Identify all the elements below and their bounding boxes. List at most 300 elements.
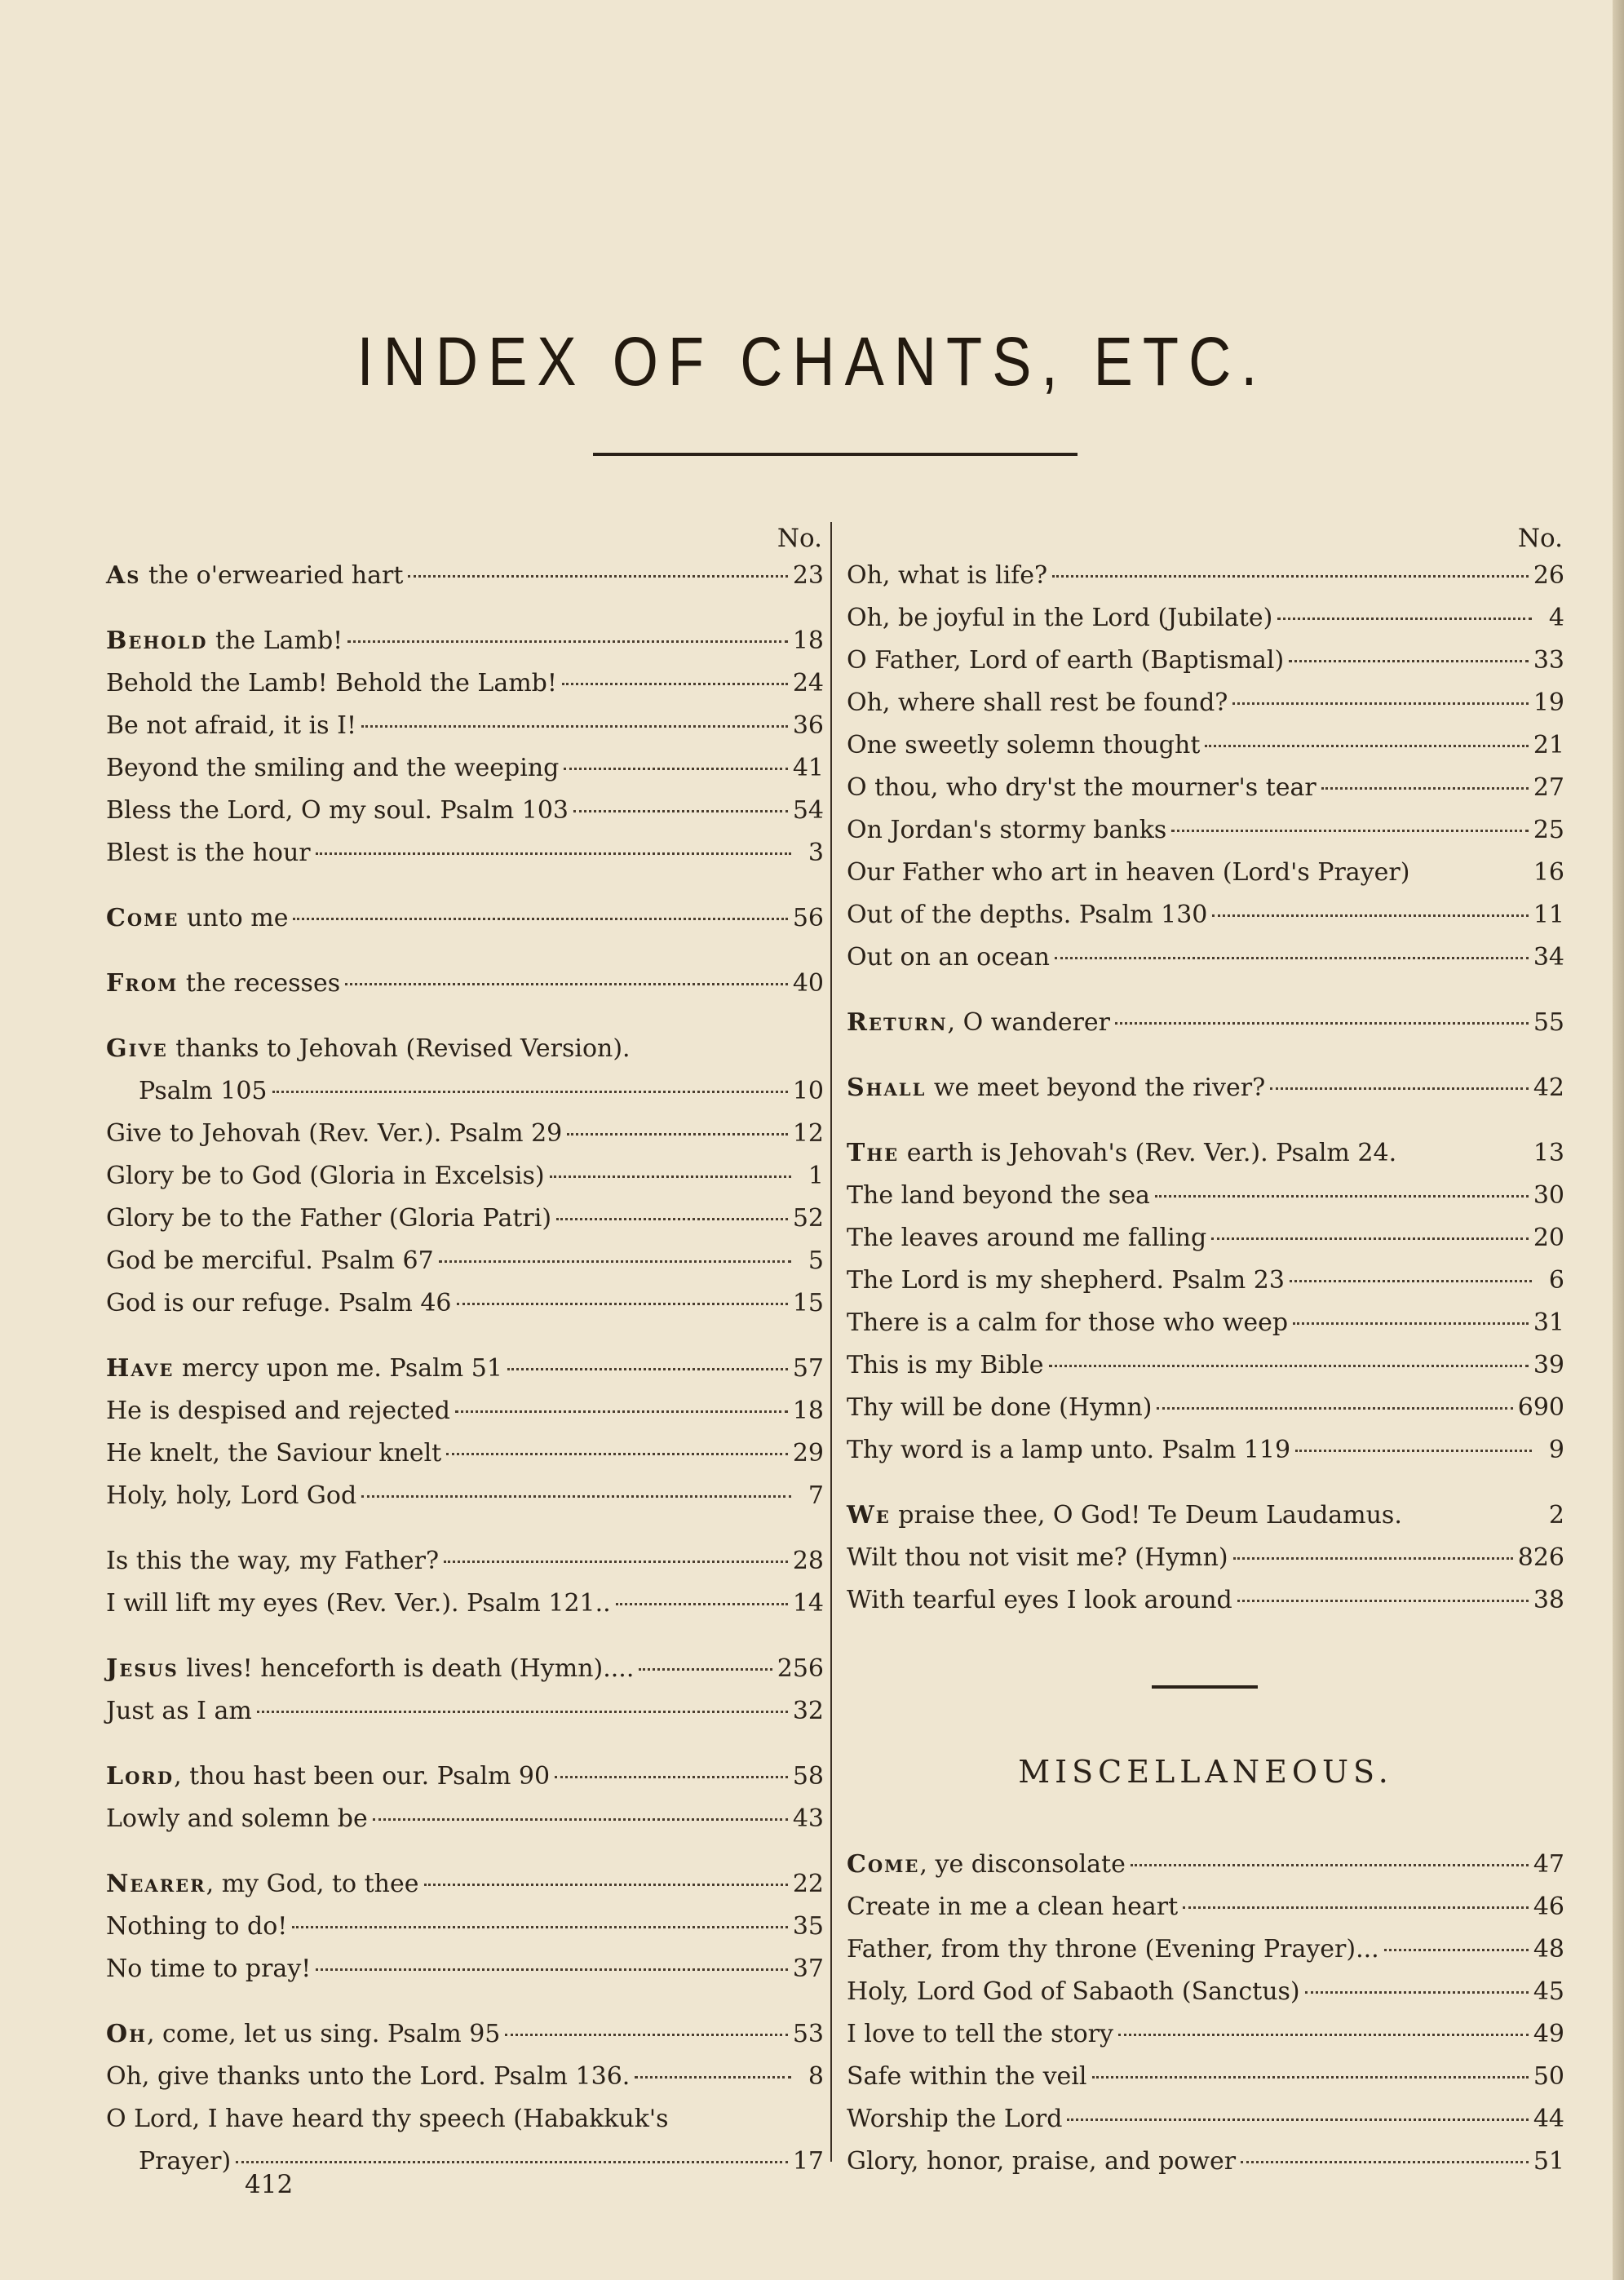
index-entry bbox=[847, 1971, 1564, 2013]
entry-lead-word: Lord bbox=[106, 1762, 175, 1791]
index-entry bbox=[106, 662, 824, 705]
page-edge bbox=[1613, 0, 1624, 2280]
entry-title bbox=[847, 1928, 1379, 1971]
index-entry bbox=[847, 1217, 1564, 1260]
entry-number: 11 bbox=[1533, 901, 1564, 929]
entry-title bbox=[847, 1844, 1126, 1886]
entry-text: , thou hast been our. Psalm 90 bbox=[174, 1762, 551, 1791]
entry-text: Lowly and solemn be bbox=[106, 1804, 368, 1833]
entry-number: 51 bbox=[1533, 2147, 1564, 2176]
entry-text: Out on an ocean bbox=[847, 943, 1050, 972]
dot-leader bbox=[316, 852, 791, 855]
index-entry bbox=[106, 2098, 824, 2141]
dot-leader bbox=[455, 1410, 788, 1413]
dot-leader bbox=[1055, 957, 1529, 959]
dot-leader bbox=[316, 1968, 787, 1971]
entry-text: Behold the Lamb! Behold the Lamb! bbox=[106, 669, 557, 697]
entry-title bbox=[106, 1475, 356, 1517]
index-entry bbox=[106, 1648, 824, 1690]
dot-leader bbox=[562, 683, 788, 685]
index-entry bbox=[847, 1260, 1564, 1302]
entry-number: 16 bbox=[1533, 858, 1564, 887]
index-entry bbox=[106, 1282, 824, 1325]
entry-number: 18 bbox=[792, 1397, 824, 1425]
entry-number: 826 bbox=[1517, 1543, 1564, 1572]
entry-title bbox=[847, 1067, 1265, 1109]
index-entry bbox=[847, 2141, 1564, 2183]
index-entry bbox=[847, 767, 1564, 809]
entry-text: He is despised and rejected bbox=[106, 1397, 450, 1425]
index-entry bbox=[847, 1387, 1564, 1429]
entry-lead-word: Give bbox=[106, 1034, 168, 1063]
index-entry bbox=[847, 809, 1564, 852]
index-entry bbox=[106, 1583, 824, 1625]
entry-title bbox=[847, 555, 1047, 597]
dot-leader bbox=[1155, 1195, 1529, 1198]
entry-number: 36 bbox=[792, 711, 824, 740]
index-entry bbox=[847, 1002, 1564, 1044]
entry-text: thanks to Jehovah (Revised Version). bbox=[167, 1034, 631, 1063]
entry-text: O thou, who dry'st the mourner's tear bbox=[847, 773, 1316, 802]
entry-title bbox=[847, 767, 1316, 809]
entry-number: 56 bbox=[792, 904, 824, 932]
entry-title bbox=[847, 1217, 1206, 1260]
dot-leader bbox=[1171, 830, 1529, 832]
misc-entries bbox=[847, 1844, 1564, 2183]
entry-title bbox=[847, 1175, 1150, 1217]
dot-leader bbox=[1289, 660, 1529, 662]
dot-leader bbox=[361, 725, 788, 728]
entry-text: Is this the way, my Father? bbox=[106, 1547, 440, 1575]
group-gap bbox=[106, 1005, 824, 1028]
index-entry bbox=[847, 1302, 1564, 1344]
dot-leader bbox=[573, 810, 788, 812]
entry-number: 6 bbox=[1548, 1266, 1564, 1295]
index-entry bbox=[847, 1494, 1564, 1537]
dot-leader bbox=[1290, 1280, 1532, 1282]
entry-text: Oh, where shall rest be found? bbox=[847, 688, 1228, 717]
entry-title bbox=[139, 2141, 231, 2183]
page-number: 412 bbox=[245, 2170, 294, 2199]
entry-lead-word: Come bbox=[847, 1850, 920, 1879]
index-entry bbox=[106, 1863, 824, 1906]
entry-number: 50 bbox=[1533, 2062, 1564, 2091]
entry-number: 28 bbox=[792, 1547, 824, 1575]
entry-lead-word: As bbox=[106, 561, 141, 590]
entry-text: , my God, to thee bbox=[206, 1870, 419, 1898]
entry-text: Glory be to God (Gloria in Excelsis) bbox=[106, 1162, 545, 1190]
dot-leader bbox=[408, 575, 787, 578]
index-entry bbox=[106, 1348, 824, 1390]
group-gap bbox=[106, 1325, 824, 1348]
index-entry bbox=[106, 705, 824, 747]
entry-text: Prayer) bbox=[139, 2147, 232, 2176]
entry-title bbox=[106, 1948, 311, 1990]
dot-leader bbox=[1131, 1864, 1529, 1866]
entry-number: 1 bbox=[808, 1162, 824, 1190]
dot-leader bbox=[1092, 2076, 1529, 2079]
entry-title bbox=[106, 2098, 669, 2141]
dot-leader bbox=[361, 1495, 791, 1498]
entry-title bbox=[847, 1132, 1396, 1175]
index-entry bbox=[106, 1690, 824, 1733]
entry-text: He knelt, the Saviour knelt bbox=[106, 1439, 442, 1468]
entry-number: 8 bbox=[808, 2062, 824, 2091]
entry-title bbox=[106, 1390, 450, 1432]
entry-number: 26 bbox=[1533, 561, 1564, 590]
entry-title bbox=[847, 1971, 1300, 2013]
entry-text: On Jordan's stormy banks bbox=[847, 816, 1167, 844]
entry-number: 20 bbox=[1533, 1224, 1564, 1252]
index-entry bbox=[847, 1579, 1564, 1622]
entry-number: 38 bbox=[1533, 1586, 1564, 1614]
entry-number: 22 bbox=[792, 1870, 824, 1898]
entry-number: 52 bbox=[792, 1204, 824, 1233]
entry-number: 42 bbox=[1533, 1074, 1564, 1102]
entry-number: 40 bbox=[792, 969, 824, 998]
entry-number: 45 bbox=[1533, 1977, 1564, 2006]
index-entry bbox=[106, 1906, 824, 1948]
entry-number: 23 bbox=[792, 561, 824, 590]
entry-title bbox=[847, 682, 1228, 724]
entry-title bbox=[106, 963, 340, 1005]
entry-title bbox=[106, 1113, 562, 1155]
left-entries bbox=[106, 555, 824, 2183]
entry-lead-word: The bbox=[847, 1139, 900, 1167]
entry-lead-word: Return bbox=[847, 1008, 948, 1037]
dot-leader bbox=[1115, 1022, 1529, 1025]
dot-leader bbox=[564, 768, 787, 770]
index-entry bbox=[847, 597, 1564, 640]
index-entry bbox=[847, 1537, 1564, 1579]
entry-title bbox=[847, 1302, 1288, 1344]
dot-leader bbox=[257, 1711, 788, 1713]
index-entry bbox=[106, 790, 824, 832]
entry-text: , O wanderer bbox=[947, 1008, 1111, 1037]
group-gap bbox=[847, 1472, 1564, 1494]
entry-number: 256 bbox=[777, 1654, 824, 1683]
index-entry bbox=[847, 1429, 1564, 1472]
entry-number: 37 bbox=[792, 1955, 824, 1983]
entry-text: Holy, holy, Lord God bbox=[106, 1481, 357, 1510]
entry-text: God be merciful. Psalm 67 bbox=[106, 1246, 434, 1275]
entry-title bbox=[106, 705, 356, 747]
index-entry bbox=[106, 1155, 824, 1198]
entry-title bbox=[847, 894, 1207, 936]
dot-leader bbox=[505, 2034, 787, 2036]
entry-title bbox=[847, 852, 1409, 894]
entry-text: unto me bbox=[179, 904, 289, 932]
entry-lead-word: Behold bbox=[106, 626, 208, 655]
group-gap bbox=[106, 1990, 824, 2013]
entry-title bbox=[847, 1260, 1285, 1302]
entry-text: Glory, honor, praise, and power bbox=[847, 2147, 1237, 2176]
entry-text: Oh, what is life? bbox=[847, 561, 1048, 590]
entry-title bbox=[847, 1886, 1178, 1928]
entry-text: lives! henceforth is death (Hymn).... bbox=[178, 1654, 635, 1683]
index-entry bbox=[847, 682, 1564, 724]
entry-lead-word: Come bbox=[106, 904, 179, 932]
index-entry bbox=[106, 1948, 824, 1990]
entry-text: Nothing to do! bbox=[106, 1912, 288, 1941]
dot-leader bbox=[1118, 2034, 1529, 2036]
entry-number: 9 bbox=[1548, 1436, 1564, 1464]
entry-text: Thy word is a lamp unto. Psalm 119 bbox=[847, 1436, 1291, 1464]
section-rule bbox=[1152, 1685, 1258, 1689]
dot-leader bbox=[446, 1453, 788, 1455]
dot-leader bbox=[635, 2076, 791, 2079]
entry-title bbox=[847, 1579, 1232, 1622]
entry-title bbox=[106, 1863, 419, 1906]
entry-number: 53 bbox=[792, 2020, 824, 2048]
dot-leader bbox=[1211, 1237, 1529, 1240]
dot-leader bbox=[347, 640, 788, 643]
index-entry bbox=[847, 1132, 1564, 1175]
entry-lead-word: Jesus bbox=[106, 1654, 179, 1683]
index-entry bbox=[106, 897, 824, 940]
index-entry bbox=[847, 1886, 1564, 1928]
dot-leader bbox=[1052, 575, 1529, 578]
entry-text: Psalm 105 bbox=[139, 1077, 268, 1105]
entry-number: 43 bbox=[792, 1804, 824, 1833]
entry-text: O Father, Lord of earth (Baptismal) bbox=[847, 646, 1285, 675]
entry-text: Create in me a clean heart bbox=[847, 1893, 1179, 1921]
dot-leader bbox=[1183, 1906, 1529, 1909]
entry-text: Father, from thy throne (Evening Prayer)... bbox=[847, 1935, 1379, 1963]
entry-text: God is our refuge. Psalm 46 bbox=[106, 1289, 452, 1317]
entry-lead-word: Have bbox=[106, 1354, 175, 1383]
entry-number: 4 bbox=[1548, 604, 1564, 632]
page-title: INDEX OF CHANTS, ETC. bbox=[356, 323, 1268, 400]
dot-leader bbox=[424, 1884, 788, 1886]
entry-text: Oh, give thanks unto the Lord. Psalm 136. bbox=[106, 2062, 631, 2091]
entry-text: Be not afraid, it is I! bbox=[106, 711, 357, 740]
entry-number: 35 bbox=[792, 1912, 824, 1941]
index-entry bbox=[106, 1432, 824, 1475]
entry-number: 15 bbox=[792, 1289, 824, 1317]
entry-text: No time to pray! bbox=[106, 1955, 312, 1983]
entry-title bbox=[106, 1648, 634, 1690]
entry-number: 25 bbox=[1533, 816, 1564, 844]
entry-title bbox=[106, 2013, 500, 2056]
entry-number: 49 bbox=[1533, 2020, 1564, 2048]
entry-number: 48 bbox=[1533, 1935, 1564, 1963]
index-entry bbox=[106, 1240, 824, 1282]
entry-title bbox=[106, 555, 403, 597]
entry-number: 5 bbox=[808, 1246, 824, 1275]
entry-title bbox=[847, 1387, 1152, 1429]
entry-title bbox=[106, 1798, 368, 1840]
dot-leader bbox=[272, 1091, 788, 1093]
dot-leader bbox=[1205, 745, 1528, 747]
entry-text: Safe within the veil bbox=[847, 2062, 1087, 2091]
index-entry bbox=[847, 894, 1564, 936]
entry-title bbox=[106, 1240, 434, 1282]
index-entry bbox=[847, 1928, 1564, 1971]
entry-title bbox=[106, 1432, 441, 1475]
entry-title bbox=[106, 2056, 630, 2098]
entry-number: 34 bbox=[1533, 943, 1564, 972]
entry-number: 12 bbox=[792, 1119, 824, 1148]
entry-title bbox=[106, 1348, 502, 1390]
index-entry bbox=[106, 832, 824, 874]
entry-text: I love to tell the story bbox=[847, 2020, 1113, 2048]
title-rule bbox=[593, 453, 1078, 456]
index-entry bbox=[106, 2013, 824, 2056]
entry-text: , ye disconsolate bbox=[919, 1850, 1126, 1879]
entry-text: Glory be to the Father (Gloria Patri) bbox=[106, 1204, 552, 1233]
index-entry bbox=[847, 640, 1564, 682]
section-title: MISCELLANEOUS. bbox=[1018, 1754, 1393, 1790]
right-column bbox=[847, 522, 1564, 1622]
index-entry bbox=[106, 1475, 824, 1517]
index-entry bbox=[847, 555, 1564, 597]
entry-text: Our Father who art in heaven (Lord's Prayer) bbox=[847, 858, 1410, 887]
entry-number: 30 bbox=[1533, 1181, 1564, 1210]
group-gap bbox=[106, 874, 824, 897]
entry-text: Worship the Lord bbox=[847, 2105, 1063, 2133]
entry-number: 29 bbox=[792, 1439, 824, 1468]
entry-text: Oh, be joyful in the Lord (Jubilate) bbox=[847, 604, 1273, 632]
entry-text: With tearful eyes I look around bbox=[847, 1586, 1232, 1614]
index-entry bbox=[106, 1755, 824, 1798]
entry-title bbox=[106, 1540, 439, 1583]
index-entry bbox=[106, 1540, 824, 1583]
dot-leader bbox=[373, 1818, 788, 1821]
entry-number: 7 bbox=[808, 1481, 824, 1510]
entry-text: I will lift my eyes (Rev. Ver.). Psalm 121.. bbox=[106, 1589, 611, 1618]
dot-leader bbox=[439, 1260, 791, 1263]
entry-title bbox=[106, 897, 288, 940]
dot-leader bbox=[639, 1668, 772, 1671]
entry-text: the recesses bbox=[178, 969, 341, 998]
entry-text: , come, let us sing. Psalm 95 bbox=[146, 2020, 501, 2048]
entry-title bbox=[847, 2013, 1113, 2056]
dot-leader bbox=[444, 1561, 788, 1563]
entry-title bbox=[106, 1906, 287, 1948]
entry-title bbox=[106, 1028, 631, 1070]
entry-title bbox=[847, 809, 1166, 852]
entry-title bbox=[139, 1070, 268, 1113]
dot-leader bbox=[555, 1776, 788, 1778]
entry-lead-word: Shall bbox=[847, 1074, 927, 1102]
entry-number: 24 bbox=[792, 669, 824, 697]
index-entry bbox=[847, 936, 1564, 979]
entry-title bbox=[106, 1198, 551, 1240]
entry-title bbox=[847, 2098, 1062, 2141]
index-entry bbox=[106, 555, 824, 597]
entry-title bbox=[106, 1583, 611, 1625]
index-entry bbox=[847, 2098, 1564, 2141]
group-gap bbox=[106, 1840, 824, 1863]
entry-number: 13 bbox=[1533, 1139, 1564, 1167]
dot-leader bbox=[1321, 787, 1529, 790]
entry-lead-word: Nearer bbox=[106, 1870, 206, 1898]
column-divider bbox=[830, 522, 832, 2162]
entry-number: 39 bbox=[1533, 1351, 1564, 1379]
entry-text: Bless the Lord, O my soul. Psalm 103 bbox=[106, 796, 569, 825]
entry-number: 690 bbox=[1517, 1393, 1564, 1422]
entry-text: the o'erwearied hart bbox=[140, 561, 404, 590]
entry-text: The land beyond the sea bbox=[847, 1181, 1150, 1210]
entry-number: 27 bbox=[1533, 773, 1564, 802]
dot-leader bbox=[1237, 1600, 1529, 1602]
entry-title bbox=[847, 2056, 1087, 2098]
group-gap bbox=[847, 979, 1564, 1002]
entry-number: 10 bbox=[792, 1077, 824, 1105]
entry-text: O Lord, I have heard thy speech (Habakkuk's bbox=[106, 2105, 669, 2133]
group-gap bbox=[106, 1733, 824, 1755]
group-gap bbox=[106, 1517, 824, 1540]
entry-title bbox=[106, 747, 559, 790]
entry-text: The Lord is my shepherd. Psalm 23 bbox=[847, 1266, 1285, 1295]
entry-title bbox=[847, 1002, 1110, 1044]
dot-leader bbox=[1270, 1087, 1529, 1090]
entry-title bbox=[847, 640, 1284, 682]
entry-text: mercy upon me. Psalm 51 bbox=[174, 1354, 502, 1383]
dot-leader bbox=[1384, 1949, 1529, 1951]
group-gap bbox=[106, 597, 824, 620]
entry-lead-word: We bbox=[847, 1501, 891, 1530]
entry-title bbox=[106, 1755, 550, 1798]
entry-number: 14 bbox=[792, 1589, 824, 1618]
entry-text: There is a calm for those who weep bbox=[847, 1308, 1289, 1337]
dot-leader bbox=[550, 1175, 791, 1178]
entry-title bbox=[106, 790, 569, 832]
entry-number: 18 bbox=[792, 626, 824, 655]
dot-leader bbox=[1067, 2118, 1528, 2121]
index-entry bbox=[847, 724, 1564, 767]
dot-leader bbox=[1305, 1991, 1529, 1994]
dot-leader bbox=[1277, 618, 1532, 620]
entry-text: This is my Bible bbox=[847, 1351, 1044, 1379]
index-entry bbox=[106, 747, 824, 790]
entry-text: Give to Jehovah (Rev. Ver.). Psalm 29 bbox=[106, 1119, 563, 1148]
dot-leader bbox=[1232, 702, 1528, 705]
index-entry bbox=[847, 852, 1564, 894]
entry-text: the Lamb! bbox=[207, 626, 343, 655]
dot-leader bbox=[1157, 1407, 1512, 1410]
dot-leader bbox=[567, 1133, 788, 1136]
entry-number: 33 bbox=[1533, 646, 1564, 675]
entry-text: Wilt thou not visit me? (Hymn) bbox=[847, 1543, 1228, 1572]
group-gap bbox=[106, 940, 824, 963]
index-entry bbox=[106, 1070, 824, 1113]
entry-text: Out of the depths. Psalm 130 bbox=[847, 901, 1208, 929]
entry-title bbox=[106, 662, 557, 705]
dot-leader bbox=[1293, 1322, 1529, 1325]
entry-title bbox=[847, 2141, 1236, 2183]
index-entry bbox=[106, 2056, 824, 2098]
entry-title bbox=[847, 1537, 1228, 1579]
entry-title bbox=[847, 1344, 1044, 1387]
index-entry bbox=[106, 620, 824, 662]
entry-number: 2 bbox=[1548, 1501, 1564, 1530]
entry-number: 41 bbox=[792, 754, 824, 782]
dot-leader bbox=[1212, 914, 1528, 917]
entry-title bbox=[847, 936, 1050, 979]
index-entry bbox=[106, 1198, 824, 1240]
index-entry bbox=[106, 963, 824, 1005]
index-entry bbox=[106, 1798, 824, 1840]
entry-title bbox=[847, 1429, 1290, 1472]
dot-leader bbox=[556, 1218, 788, 1220]
entry-title bbox=[106, 1690, 252, 1733]
entry-text: Holy, Lord God of Sabaoth (Sanctus) bbox=[847, 1977, 1300, 2006]
left-column bbox=[106, 522, 824, 2183]
entry-title bbox=[106, 1282, 452, 1325]
entry-number: 46 bbox=[1533, 1893, 1564, 1921]
